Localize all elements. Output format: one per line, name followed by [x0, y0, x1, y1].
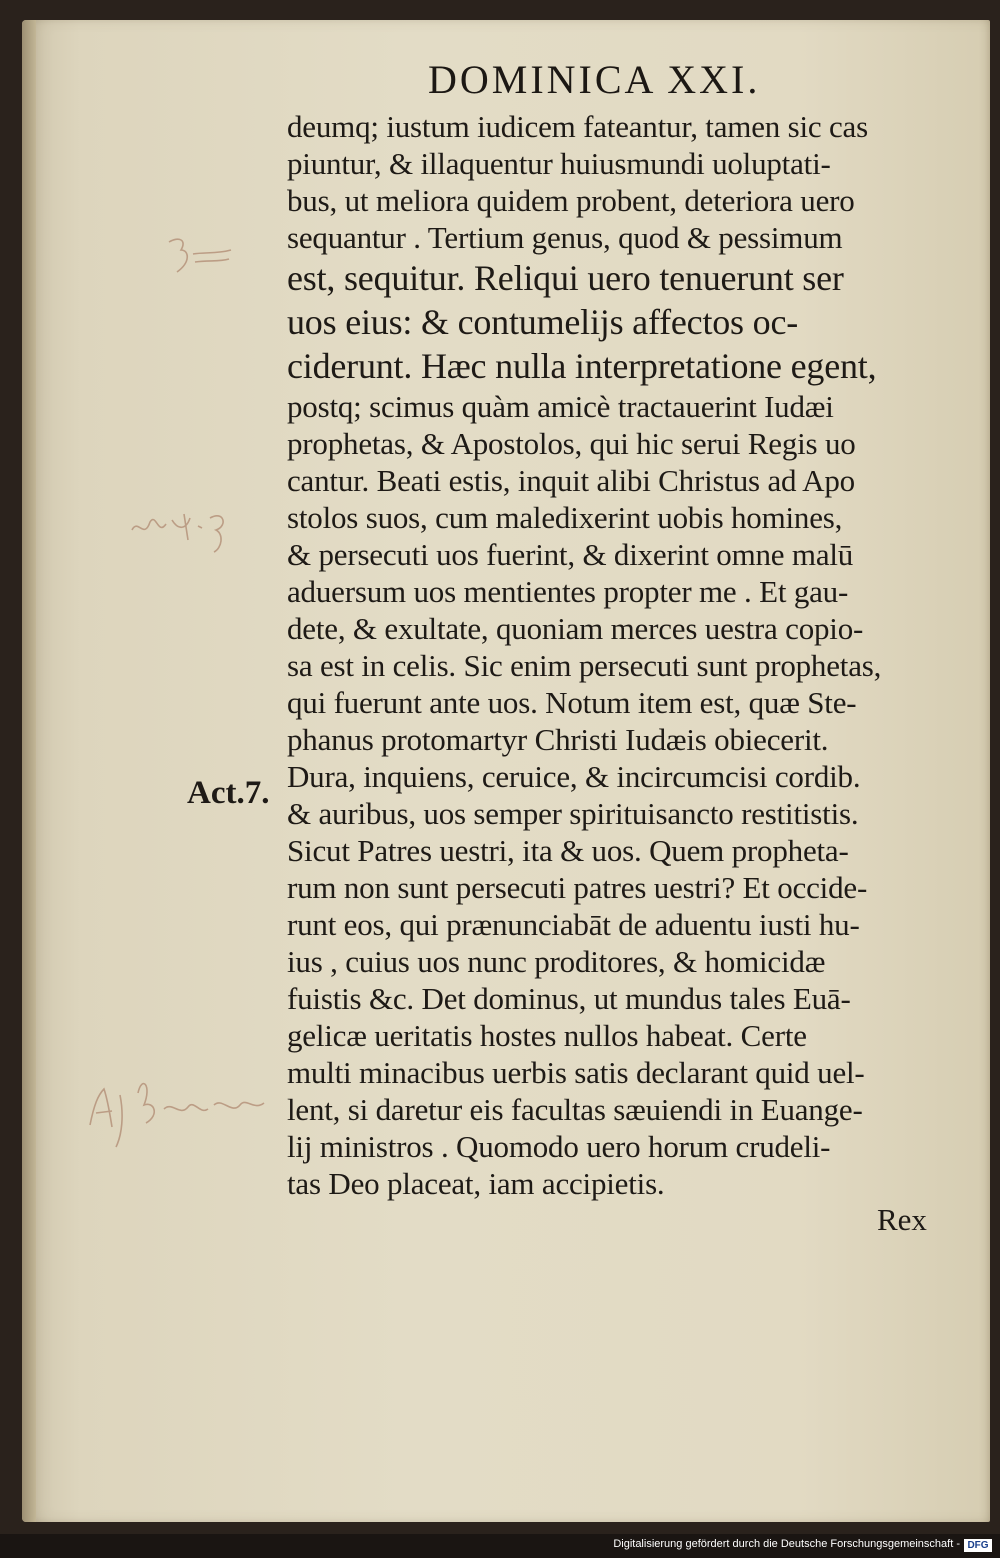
text-line: sequantur . Tertium genus, quod & pessimum	[287, 220, 843, 255]
dfg-logo: DFG	[964, 1539, 992, 1552]
text-line: phanus protomartyr Christi Iudæis obiecerit.	[287, 722, 829, 757]
text-line: postq; scimus quàm amicè tractauerint Iudæi	[287, 389, 834, 424]
text-line: runt eos, qui prænunciabāt de aduentu iusti hu-	[287, 907, 860, 942]
text-line: est, sequitur. Reliqui uero tenuerunt ser	[287, 258, 844, 298]
text-line: tas Deo placeat, iam accipietis.	[287, 1166, 665, 1201]
pencil-annotation-1	[165, 232, 235, 287]
text-line: gelicæ ueritatis hostes nullos habeat. Certe	[287, 1018, 807, 1053]
digitization-footer	[0, 1534, 1000, 1558]
pencil-annotation-3	[82, 1065, 272, 1155]
body-text	[287, 108, 957, 1202]
text-line: dete, & exultate, quoniam merces uestra copio-	[287, 611, 864, 646]
text-line: sa est in celis. Sic enim persecuti sunt prophetas,	[287, 648, 882, 683]
text-line: Sicut Patres uestri, ita & uos. Quem propheta-	[287, 833, 849, 868]
marginal-note: Act.7.	[187, 775, 270, 811]
text-line: fuistis &c. Det dominus, ut mundus tales Euā-	[287, 981, 851, 1016]
funding-credit: Digitalisierung gefördert durch die Deutsche Forschungsgemeinschaft -	[613, 1538, 960, 1550]
pencil-annotation-2	[128, 500, 238, 560]
running-head: DOMINICA XXI.	[428, 57, 761, 102]
text-line: & auribus, uos semper spirituisancto restitistis.	[287, 796, 859, 831]
text-line: bus, ut meliora quidem probent, deteriora uero	[287, 183, 855, 218]
text-line: lij ministros . Quomodo uero horum crudeli-	[287, 1129, 831, 1164]
catchword: Rex	[877, 1202, 927, 1237]
text-line: deumq; iustum iudicem fateantur, tamen sic cas	[287, 109, 868, 144]
text-line: uos eius: & contumelijs affectos oc-	[287, 302, 799, 342]
text-line: multi minacibus uerbis satis declarant quid uel-	[287, 1055, 865, 1090]
text-line: lent, si daretur eis facultas sæuiendi in Euange-	[287, 1092, 863, 1127]
page-gutter-edge	[22, 20, 36, 1522]
text-line: prophetas, & Apostolos, qui hic serui Regis uo	[287, 426, 856, 461]
text-line: ciderunt. Hæc nulla interpretatione egent,	[287, 346, 877, 386]
text-line: qui fuerunt ante uos. Notum item est, quæ Ste-	[287, 685, 857, 720]
text-line: ius , cuius uos nunc proditores, & homicidæ	[287, 944, 826, 979]
text-line: stolos suos, cum maledixerint uobis homines,	[287, 500, 843, 535]
text-line: rum non sunt persecuti patres uestri? Et occide-	[287, 870, 868, 905]
text-line: & persecuti uos fuerint, & dixerint omne malū	[287, 537, 854, 572]
text-line: Dura, inquiens, ceruice, & incircumcisi cordib.	[287, 759, 861, 794]
text-line: piuntur, & illaquentur huiusmundi uoluptati-	[287, 146, 831, 181]
text-line: cantur. Beati estis, inquit alibi Christus ad Apo	[287, 463, 855, 498]
text-line: aduersum uos mentientes propter me . Et gau-	[287, 574, 849, 609]
